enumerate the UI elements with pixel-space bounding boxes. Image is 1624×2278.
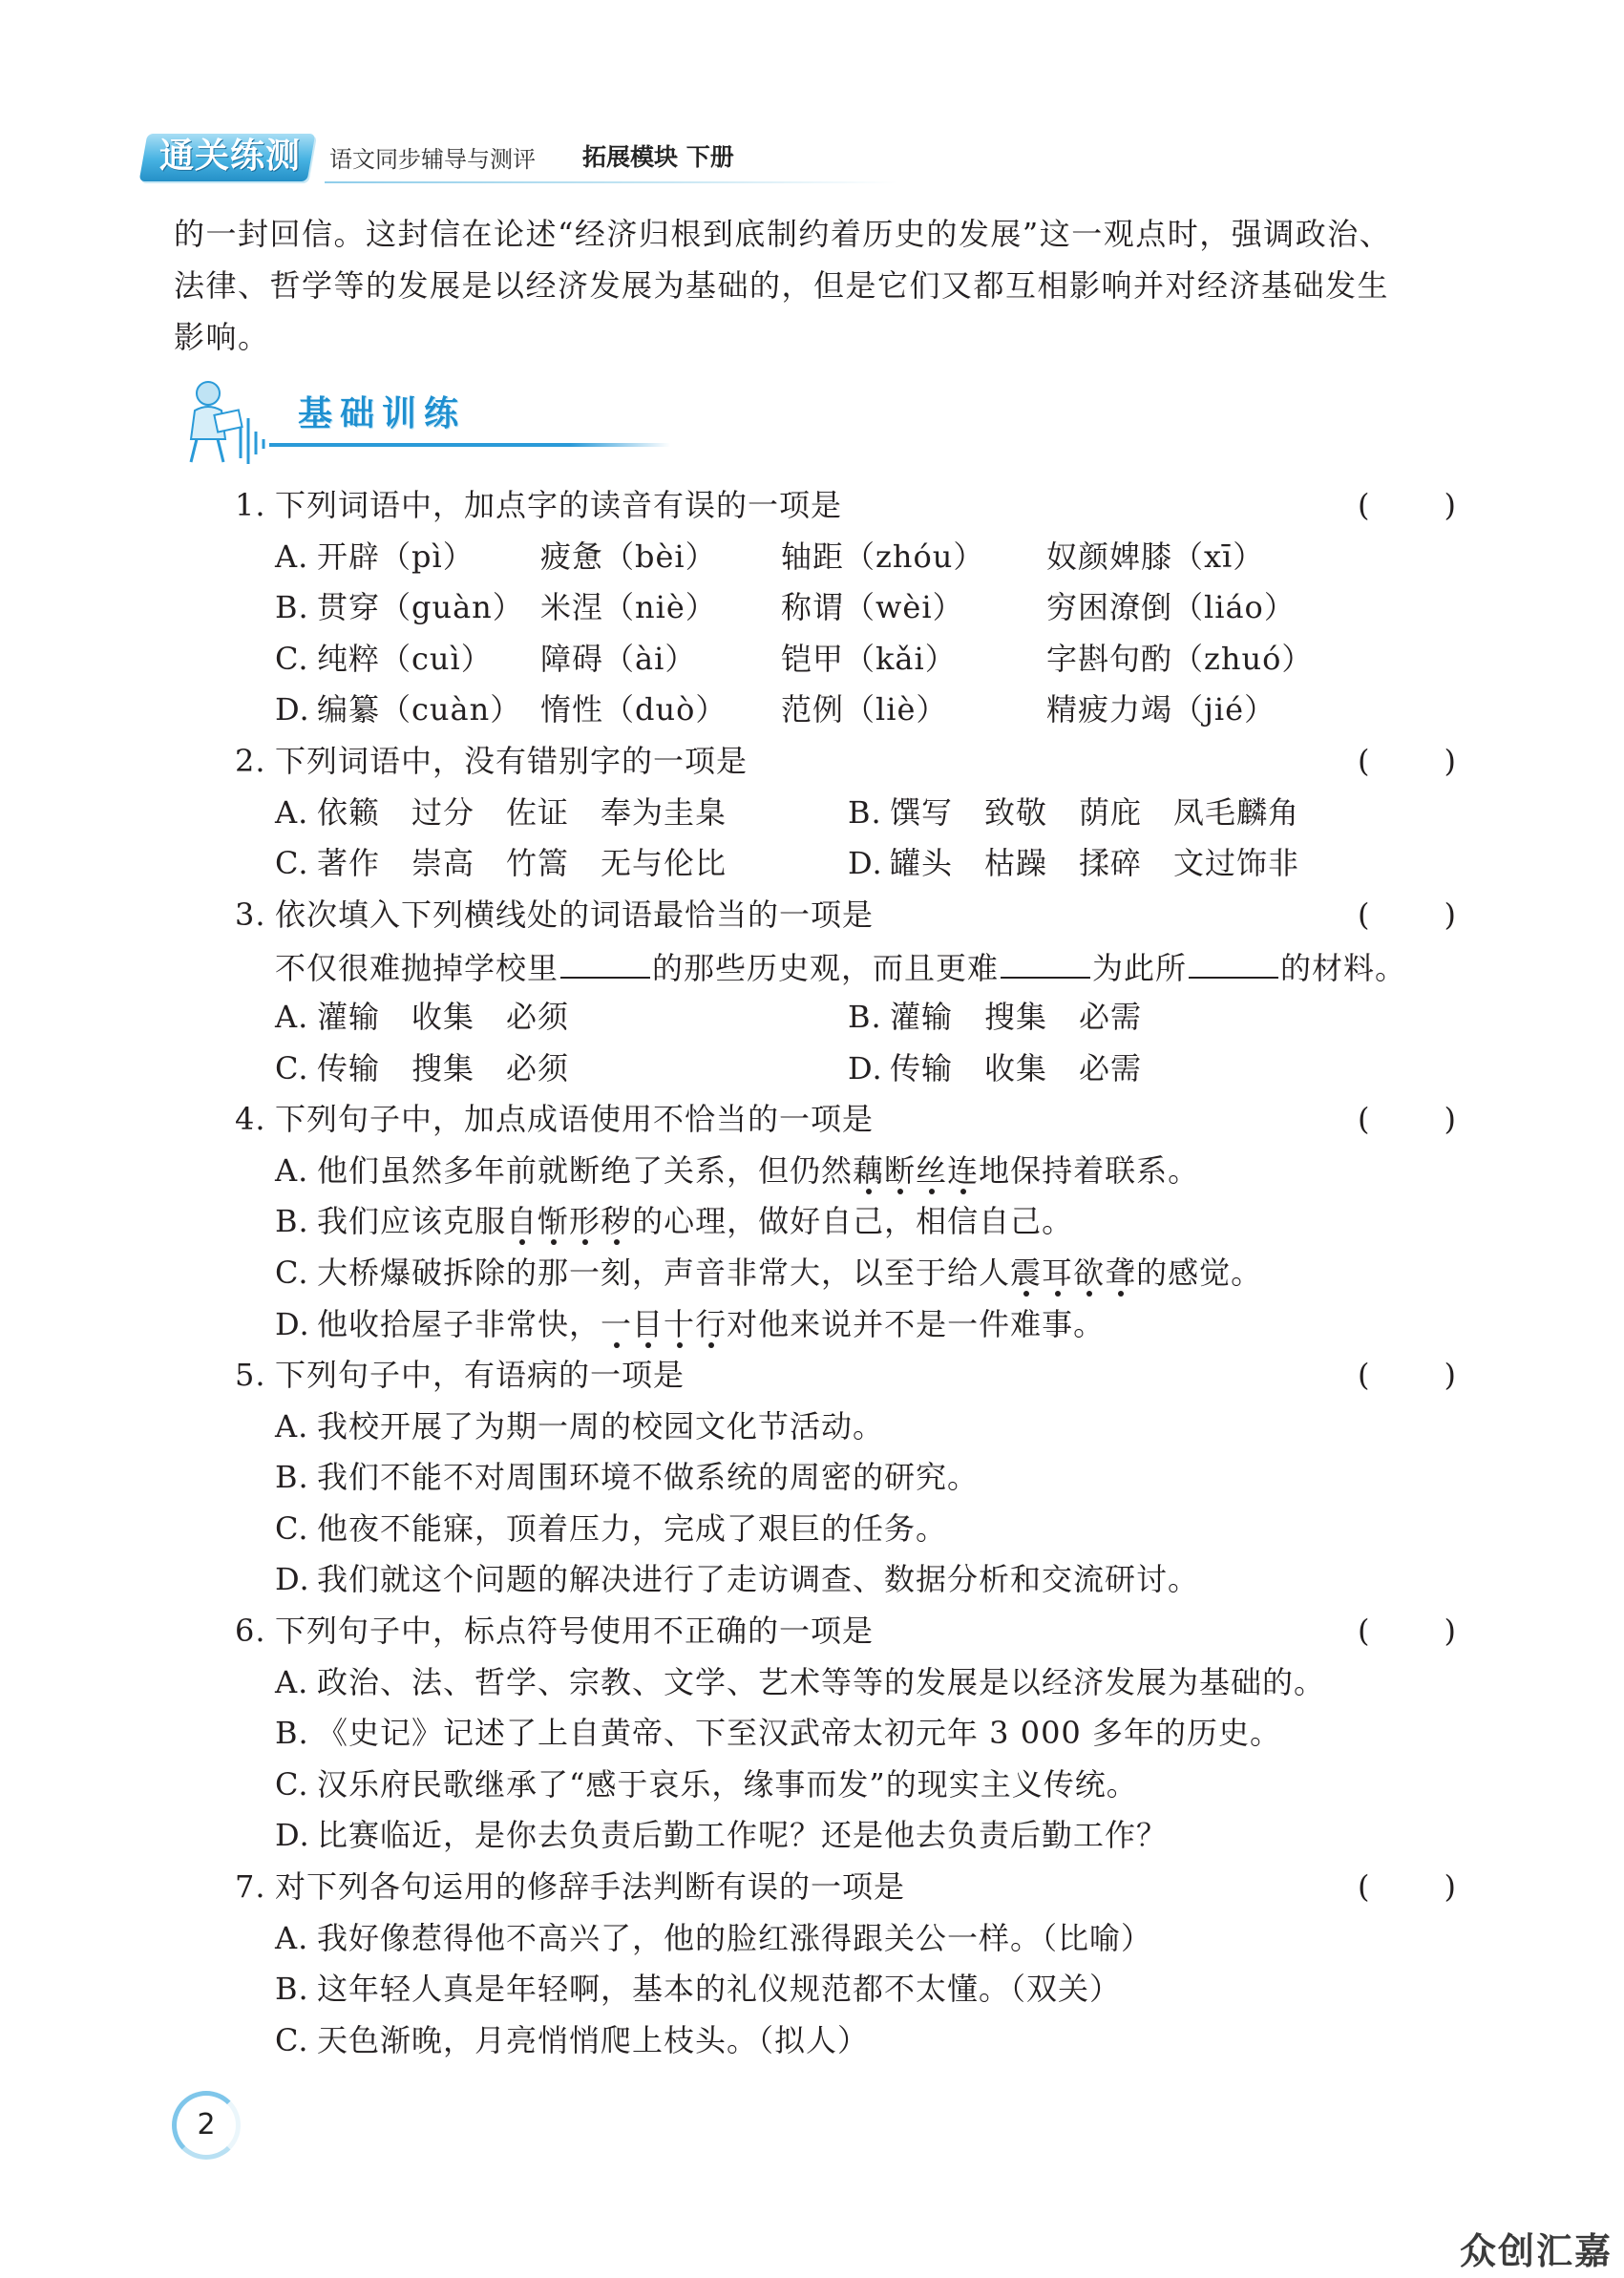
option-line xyxy=(235,1452,1457,1504)
option-label: C. xyxy=(275,1509,309,1547)
option-line xyxy=(235,1196,1457,1248)
option-text: 编纂（cuàn） xyxy=(317,691,522,728)
option-text: 地保持着联系。 xyxy=(979,1151,1200,1189)
question-number: 6. xyxy=(235,1613,266,1650)
option-text: 这年轻人真是年轻啊，基本的礼仪规范都不太懂。（双关） xyxy=(317,1971,1122,2008)
question-number: 4. xyxy=(235,1101,266,1138)
option-label: C. xyxy=(275,1765,309,1803)
option-row xyxy=(235,788,1457,839)
option xyxy=(848,992,1142,1044)
question-stem xyxy=(235,890,1457,941)
question-text: 下列词语中，没有错别字的一项是 xyxy=(275,742,749,779)
option-text: 《史记》记述了上自黄帝、下至汉武帝太初元年 3 000 多年的历史。 xyxy=(317,1715,1281,1752)
option-text: 的感觉。 xyxy=(1136,1254,1263,1291)
option-line xyxy=(235,1810,1457,1862)
option-label: A. xyxy=(275,1151,309,1189)
paren-open: ( xyxy=(1358,1868,1371,1906)
paren-open: ( xyxy=(1358,1357,1371,1394)
dotted-idiom xyxy=(601,1306,727,1342)
option-text: 我校开展了为期一周的校园文化节活动。 xyxy=(317,1407,885,1445)
option-text: 他们虽然多年前就断绝了关系，但仍然 xyxy=(317,1151,854,1189)
question-number: 5. xyxy=(235,1357,266,1394)
answer-parentheses[interactable] xyxy=(1358,1862,1457,1913)
dotted-idiom xyxy=(853,1152,979,1189)
question-number: 7. xyxy=(235,1868,266,1906)
option-label: A. xyxy=(275,538,309,575)
option-text: 比赛临近，是你去负责后勤工作呢？还是他去负责后勤工作？ xyxy=(317,1817,1169,1854)
option-label: D. xyxy=(848,845,883,882)
option-label: D. xyxy=(275,1561,310,1598)
emphasis-char: 秽 xyxy=(601,1203,633,1240)
option-item: 称谓（wèi） xyxy=(781,589,964,626)
sentence-part: 为此所 xyxy=(1092,950,1188,987)
option-label: C. xyxy=(275,2021,309,2058)
book-subtitle: 语文同步辅导与测评 xyxy=(329,146,536,173)
option-text: 贯穿（guàn） xyxy=(317,589,524,626)
question-stem xyxy=(235,1606,1457,1657)
emphasis-char: 藕 xyxy=(853,1151,885,1189)
question-stem xyxy=(235,1094,1457,1146)
paren-close: ) xyxy=(1444,896,1457,933)
emphasis-char: 断 xyxy=(884,1151,917,1189)
option-text: 他收拾屋子非常快， xyxy=(317,1305,601,1342)
option-row xyxy=(235,1044,1457,1095)
option-label: D. xyxy=(275,691,310,728)
option-text: 我们就这个问题的解决进行了走访调查、数据分析和交流研讨。 xyxy=(317,1561,1200,1598)
question-number: 2. xyxy=(235,742,266,779)
option-text: 他夜不能寐，顶着压力，完成了艰巨的任务。 xyxy=(317,1509,948,1547)
page-number-badge xyxy=(172,2091,248,2167)
option-text: 依籁 过分 佐证 奉为圭臬 xyxy=(317,793,728,831)
option-line xyxy=(235,1554,1457,1606)
option-row xyxy=(235,685,1457,736)
option-label: C. xyxy=(275,1049,309,1086)
emphasis-char: 连 xyxy=(947,1151,980,1189)
paren-open: ( xyxy=(1358,742,1371,779)
watermark: 众创汇嘉 xyxy=(1459,2230,1613,2272)
option-item: 铠甲（kǎi） xyxy=(781,640,957,677)
question-stem xyxy=(235,1350,1457,1402)
option-line xyxy=(235,1657,1457,1709)
option-text: 纯粹（cuì） xyxy=(317,640,493,677)
sentence-part: 不仅很难抛掉学校里 xyxy=(275,950,559,987)
option-label: B. xyxy=(275,1203,309,1240)
option-text: 著作 崇高 竹篙 无与伦比 xyxy=(317,845,728,882)
option-row xyxy=(235,992,1457,1044)
option-label: A. xyxy=(275,1919,309,1956)
option-line xyxy=(235,1299,1457,1351)
blank-field[interactable] xyxy=(1001,940,1090,979)
option-line xyxy=(235,1964,1457,2015)
paren-close: ) xyxy=(1444,487,1457,523)
blank-field[interactable] xyxy=(1189,940,1278,979)
option xyxy=(275,838,727,890)
option-label: C. xyxy=(275,640,309,677)
question-stem xyxy=(235,480,1457,532)
option-text: 灌输 收集 必须 xyxy=(317,998,570,1035)
dotted-idiom xyxy=(1010,1255,1136,1291)
option-text: 传输 搜集 必须 xyxy=(317,1049,570,1086)
emphasis-char: 目 xyxy=(632,1305,664,1342)
running-header xyxy=(143,132,888,183)
option-line xyxy=(235,1913,1457,1965)
question-text: 下列句子中，标点符号使用不正确的一项是 xyxy=(275,1613,875,1650)
option xyxy=(275,634,493,686)
intro-paragraph xyxy=(174,208,1453,363)
option xyxy=(275,1044,569,1095)
option-item: 范例（liè） xyxy=(781,691,948,728)
emphasis-char: 震 xyxy=(1010,1254,1043,1291)
option-label: A. xyxy=(275,998,309,1035)
option-row xyxy=(235,582,1457,634)
section-underline xyxy=(269,443,670,447)
paren-close: ) xyxy=(1444,1101,1457,1138)
option-item: 惰性（duò） xyxy=(540,691,728,728)
option-label: B. xyxy=(275,1971,309,2008)
option-item: 米涅（niè） xyxy=(540,589,717,626)
paren-open: ( xyxy=(1358,1101,1371,1138)
emphasis-char: 自 xyxy=(506,1203,538,1240)
option-line xyxy=(235,1760,1457,1811)
answer-parentheses[interactable] xyxy=(1358,1094,1457,1146)
option-line xyxy=(235,1146,1457,1197)
option xyxy=(275,532,475,583)
emphasis-char: 欲 xyxy=(1073,1254,1106,1291)
paren-open: ( xyxy=(1358,487,1371,523)
question-stem xyxy=(235,1862,1457,1913)
option-line xyxy=(235,1708,1457,1760)
option-text: 对他来说并不是一件难事。 xyxy=(727,1305,1106,1342)
question-text: 对下列各句运用的修辞手法判断有误的一项是 xyxy=(275,1868,906,1906)
option-text: 的心理，做好自己，相信自己。 xyxy=(632,1203,1074,1240)
sentence-part: 的材料。 xyxy=(1280,950,1407,987)
question-text: 依次填入下列横线处的词语最恰当的一项是 xyxy=(275,896,875,933)
paren-close: ) xyxy=(1444,1357,1457,1394)
option-text: 馔写 致敬 荫庇 凤毛麟角 xyxy=(890,793,1300,831)
option-label: D. xyxy=(848,1049,883,1086)
paren-open: ( xyxy=(1358,896,1371,933)
header-divider xyxy=(325,181,897,183)
emphasis-char: 聋 xyxy=(1105,1254,1137,1291)
question-number: 3. xyxy=(235,896,266,933)
option-text: 政治、法、哲学、宗教、文学、艺术等等的发展是以经济发展为基础的。 xyxy=(317,1663,1326,1700)
reading-figure-icon xyxy=(174,372,279,468)
intro-line: 的一封回信。这封信在论述“经济归根到底制约着历史的发展”这一观点时，强调政治、 xyxy=(174,216,1392,252)
section-heading xyxy=(174,372,517,468)
answer-parentheses[interactable] xyxy=(1358,890,1457,941)
option-text: 开辟（pì） xyxy=(317,538,475,575)
sentence-part: 的那些历史观，而且更难 xyxy=(652,950,1000,987)
option-item: 字斟句酌（zhuó） xyxy=(1046,640,1314,677)
dotted-idiom xyxy=(506,1203,632,1239)
option xyxy=(848,1044,1142,1095)
brand-logo: 通关练测 xyxy=(158,137,301,176)
emphasis-char: 惭 xyxy=(538,1203,570,1240)
question-list xyxy=(235,480,1457,2066)
question-text: 下列句子中，加点成语使用不恰当的一项是 xyxy=(275,1101,875,1138)
option-item: 障碍（ài） xyxy=(540,640,697,677)
option-item: 疲惫（bèi） xyxy=(540,538,717,575)
answer-parentheses[interactable] xyxy=(1358,736,1457,788)
option xyxy=(275,582,524,634)
option-label: D. xyxy=(275,1817,310,1854)
option-text: 天色渐晚，月亮悄悄爬上枝头。（拟人） xyxy=(317,2021,870,2058)
option-label: C. xyxy=(275,1254,309,1291)
option-line xyxy=(235,1402,1457,1453)
option-item: 精疲力竭（jié） xyxy=(1046,691,1276,728)
answer-parentheses[interactable] xyxy=(1358,1606,1457,1657)
option-label: C. xyxy=(275,845,309,882)
paren-close: ) xyxy=(1444,1613,1457,1650)
intro-line: 影响。 xyxy=(174,319,270,355)
option-label: A. xyxy=(275,1663,309,1700)
emphasis-char: 形 xyxy=(569,1203,601,1240)
option-line xyxy=(235,1248,1457,1299)
option xyxy=(275,788,727,839)
option-text: 我好像惹得他不高兴了，他的脸红涨得跟关公一样。（比喻） xyxy=(317,1919,1153,1956)
option-label: B. xyxy=(275,1715,309,1752)
option-text: 灌输 搜集 必需 xyxy=(890,998,1143,1035)
emphasis-char: 耳 xyxy=(1042,1254,1074,1291)
paren-close: ) xyxy=(1444,1868,1457,1906)
option xyxy=(848,838,1299,890)
emphasis-char: 丝 xyxy=(916,1151,948,1189)
option-label: A. xyxy=(275,1407,309,1445)
option-text: 汉乐府民歌继承了“感于哀乐，缘事而发”的现实主义传统。 xyxy=(317,1765,1138,1803)
option xyxy=(275,685,521,736)
option-label: B. xyxy=(848,998,882,1035)
module-label: 拓展模块 下册 xyxy=(582,143,734,171)
option-text: 传输 收集 必需 xyxy=(890,1049,1143,1086)
paren-close: ) xyxy=(1444,742,1457,779)
option-line xyxy=(235,1504,1457,1555)
option-item: 奴颜婢膝（xī） xyxy=(1046,538,1265,575)
option-label: A. xyxy=(275,793,309,831)
emphasis-char: 十 xyxy=(664,1305,696,1342)
fill-in-sentence xyxy=(235,940,1457,992)
option-row xyxy=(235,838,1457,890)
option-text: 我们应该克服 xyxy=(317,1203,507,1240)
option xyxy=(848,788,1299,839)
section-title: 基础训练 xyxy=(298,394,467,433)
option-item: 轴距（zhóu） xyxy=(781,538,985,575)
emphasis-char: 行 xyxy=(695,1305,728,1342)
option xyxy=(275,992,569,1044)
question-number: 1. xyxy=(235,487,266,523)
option-label: B. xyxy=(275,1459,309,1496)
option-label: B. xyxy=(275,589,309,626)
emphasis-char: 一 xyxy=(601,1305,633,1342)
option-row xyxy=(235,532,1457,583)
paren-open: ( xyxy=(1358,1613,1371,1650)
intro-line: 法律、哲学等的发展是以经济发展为基础的，但是它们又都互相影响并对经济基础发生 xyxy=(174,267,1390,304)
option-text: 我们不能不对周围环境不做系统的周密的研究。 xyxy=(317,1459,980,1496)
answer-parentheses[interactable] xyxy=(1358,1350,1457,1402)
blank-field[interactable] xyxy=(560,940,650,979)
option-item: 穷困潦倒（liáo） xyxy=(1046,589,1296,626)
question-text: 下列词语中，加点字的读音有误的一项是 xyxy=(275,487,843,523)
question-stem xyxy=(235,736,1457,788)
option-text: 罐头 枯躁 揉碎 文过饰非 xyxy=(890,845,1300,882)
answer-parentheses[interactable] xyxy=(1358,480,1457,532)
question-text: 下列句子中，有语病的一项是 xyxy=(275,1357,685,1394)
option-label: D. xyxy=(275,1305,310,1342)
option-line xyxy=(235,2015,1457,2067)
option-text: 大桥爆破拆除的那一刻，声音非常大，以至于给人 xyxy=(317,1254,1011,1291)
page-number: 2 xyxy=(197,2108,216,2141)
option-label: B. xyxy=(848,793,882,831)
option-row xyxy=(235,634,1457,686)
